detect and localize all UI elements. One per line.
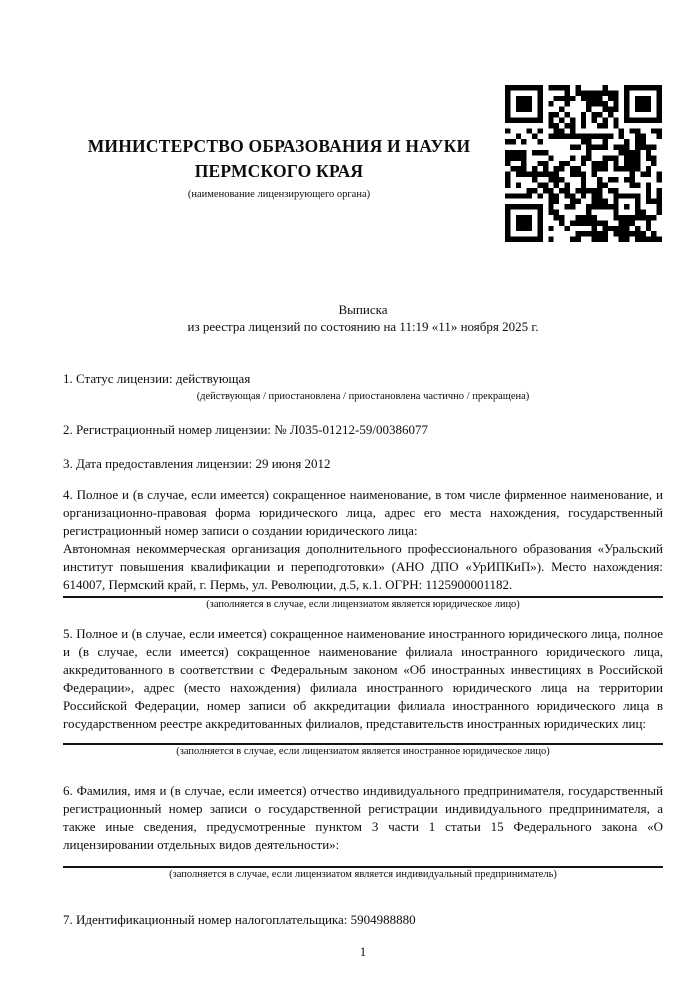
title-line2: из реестра лицензий по состоянию на 11:19 «11» ноября 2025 г. <box>187 318 539 334</box>
ministry-name-line1: МИНИСТЕРСТВО ОБРАЗОВАНИЯ И НАУКИ <box>87 136 471 156</box>
title-line1: Выписка <box>338 302 388 317</box>
authority-caption: (наименование лицензирующего органа) <box>187 189 371 200</box>
note-individual: (заполняется в случае, если лицензиатом является индивидуальный предприниматель) <box>169 869 557 880</box>
foreign-entity-description: 5. Полное и (в случае, если имеется) сокращенное наименование иностранного юридического лица, полное и (в случае, если имеется) сокращенное наименование филиала иностранного юридического лица, аккредитованного в соответствии с Федеральным законом «Об иностранных инвестициях в Российской Федерации», адрес (место нахождения) филиала иностранного юридического лица на территории Российской Федерации, номер записи об аккредитации филиала иностранного юридического лица в государственном реестре аккредитованных филиалов, представительств иностранных юридических лиц: <box>63 626 663 731</box>
item-license-status: 1. Статус лицензии: действующая <box>63 371 251 386</box>
empty-value-line <box>63 854 663 864</box>
note-foreign-entity: (заполняется в случае, если лицензиатом является иностранное юридическое лицо) <box>176 746 550 757</box>
item-individual-entrepreneur <box>63 782 663 881</box>
note-status-options: (действующая / приостановлена / приостановлена частично / прекращена) <box>196 391 530 402</box>
note-legal-entity: (заполняется в случае, если лицензиатом является юридическое лицо) <box>206 599 520 610</box>
page-number: 1 <box>359 945 367 959</box>
ministry-name-line2: ПЕРМСКОГО КРАЯ <box>194 161 364 181</box>
licensing-authority-header <box>58 134 500 201</box>
item-registration-number: 2. Регистрационный номер лицензии: № Л035-01212-59/00386077 <box>63 422 429 437</box>
individual-description: 6. Фамилия, имя и (в случае, если имеется) отчество индивидуального предпринимателя, государственный регистрационный номер записи о государственной регистрации индивидуального предпринимателя, а также иные сведения, предусмотренные пунктом 3 части 1 статьи 15 Федерального закона «О лицензировании отдельных видов деятельности»: <box>63 783 663 852</box>
item-taxpayer-number: 7. Идентификационный номер налогоплательщика: 5904988880 <box>63 912 416 927</box>
legal-entity-value: Автономная некоммерческая организация дополнительного профессионального образования «Уральский институт повышения квалификации и переподготовки» (АНО ДПО «УрИПКиП»). Место нахождения: 614007, Пермский край, г. Пермь, ул. Революции, д.5, к.1. ОГРН: 1125900001182. <box>63 541 663 592</box>
qr-code-icon <box>505 85 662 242</box>
legal-entity-description: 4. Полное и (в случае, если имеется) сокращенное наименование, в том числе фирменное наименование, и организационно-правовая форма юридического лица, адрес его места нахождения, государственный регистрационный номер записи о создании юридического лица: <box>63 487 663 538</box>
document-body <box>63 302 663 961</box>
empty-value-line <box>63 733 663 741</box>
item-legal-entity <box>63 486 663 611</box>
item-foreign-entity <box>63 625 663 758</box>
item-grant-date: 3. Дата предоставления лицензии: 29 июня 2012 <box>63 456 331 471</box>
document-title <box>63 302 663 335</box>
